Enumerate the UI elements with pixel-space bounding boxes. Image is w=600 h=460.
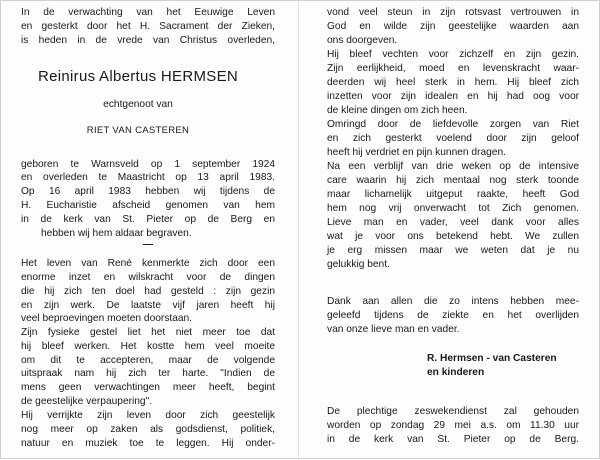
body-line: natuur en muziek toe te leggen. Hij onder- [21, 438, 275, 449]
body-line: Het leven van René kenmerkte zich door een [21, 258, 275, 269]
body-line: gelukkig bent. [327, 259, 390, 270]
deceased-name: Reinirus Albertus HERMSEN [37, 68, 239, 85]
body-line: nog meer op zaken als godsdienst, politiek, [21, 424, 275, 435]
service-line: worden op zondag 29 mei a.s. om 11.30 uur [327, 420, 579, 431]
dates-line: in de kerk van St. Pieter op de Berg en [21, 214, 275, 225]
signature-line: R. Hermsen - van Casteren [427, 353, 557, 364]
body-line: vond veel steun in zijn rotsvast vertrouwen in [327, 7, 579, 18]
body-line: om dit te accepteren, maar de volgende [21, 355, 275, 366]
body-line: de kleine dingen om zich heen. [327, 105, 468, 116]
body-line: je erg missen maar we weten dat je nu [327, 245, 579, 256]
body-line: maar lichamelijk uitgeput raakte, heeft God [327, 189, 579, 200]
body-line: ons doorgeven. [327, 35, 398, 46]
body-line: en zijn werk. De laatste vijf jaren heeft hij [21, 300, 275, 311]
thanks-line: van onze lieve man en vader. [327, 324, 460, 335]
body-line: uitspraak nam hij zich ter harte. "Indien de [21, 368, 275, 379]
intro-line: is heden in de vrede van Christus overleden, [21, 35, 275, 46]
thanks-line: geleefd tijdens de ziekte en het overlijden [327, 310, 579, 321]
body-line: Lieve man en vader, veel dank voor alles [327, 217, 579, 228]
intro-line: en gesterkt door het H. Sacrament der Zieken, [21, 21, 275, 32]
body-line: hij bleef werken. Het kostte hem veel moeite [21, 341, 275, 352]
body-line: Omringd door de liefdevolle zorgen van Riet [327, 119, 579, 130]
service-line: De plechtige zeswekendienst zal gehouden [327, 406, 579, 417]
body-line: Zijn fysieke gestel liet het niet meer toe dat [21, 327, 275, 338]
body-line: inzetten voor zijn idealen en hij had oog voor [327, 91, 579, 102]
body-line: mens geen verwachtingen meer heeft, begint [21, 382, 275, 393]
body-line: Zijn eerlijkheid, moed en levenskracht waar- [327, 63, 579, 74]
body-line: care waarin hij zich mentaal nog sterk toonde [327, 175, 579, 186]
thanks-line: Dank aan allen die zo intens hebben mee- [327, 296, 579, 307]
body-line: heeft hij verdriet en pijn kunnen dragen. [327, 147, 506, 158]
dates-line: geboren te Warnsveld op 1 september 1924 [21, 159, 275, 170]
dates-line: Op 16 april 1983 hebben wij tijdens de [21, 186, 275, 197]
body-line: Na een verblijf van drie weken op de intensive [327, 161, 579, 172]
dates-line: H. Eucharistie afscheid genomen van hem [21, 200, 275, 211]
body-line: hem nog vrij onverwacht tot Zich genomen. [327, 203, 579, 214]
dates-line: en overleden te Maastricht op 13 april 1983. [21, 172, 275, 183]
spouse-label: echtgenoot van [103, 99, 173, 110]
dates-line: hebben wij hem aldaar begraven. [41, 228, 192, 239]
fold-line [298, 1, 299, 460]
body-line: God en wilde zijn geestelijke waarden aan [327, 21, 579, 32]
service-line: in de kerk van St. Pieter op de Berg. [327, 434, 579, 445]
body-line: Hij verrijkte zijn leven door zich geestelijk [21, 410, 275, 421]
intro-line: In de verwachting van het Eeuwige Leven [21, 7, 275, 18]
body-line: de geestelijke verpaupering". [21, 396, 153, 407]
body-line: die hij zich ten doel had gesteld : zijn gezin [21, 286, 275, 297]
body-line: wat je voor ons betekend hebt. We zullen [327, 231, 579, 242]
body-line: Hij bleef vechten voor zichzelf en zijn gezin. [327, 49, 579, 60]
body-line: enorme inzet en wilskracht voor de dingen [21, 272, 275, 283]
body-line: en zich gesterkt voelend door zijn geloof [327, 133, 579, 144]
signature-line: en kinderen [427, 367, 485, 378]
spouse-name: RIET VAN CASTEREN [86, 125, 190, 136]
body-line: veel beproevingen moeten doorstaan. [21, 313, 193, 324]
separator-dash: — [142, 239, 154, 250]
body-line: deerden wij heel sterk in hem. Hij bleef zich [327, 77, 579, 88]
